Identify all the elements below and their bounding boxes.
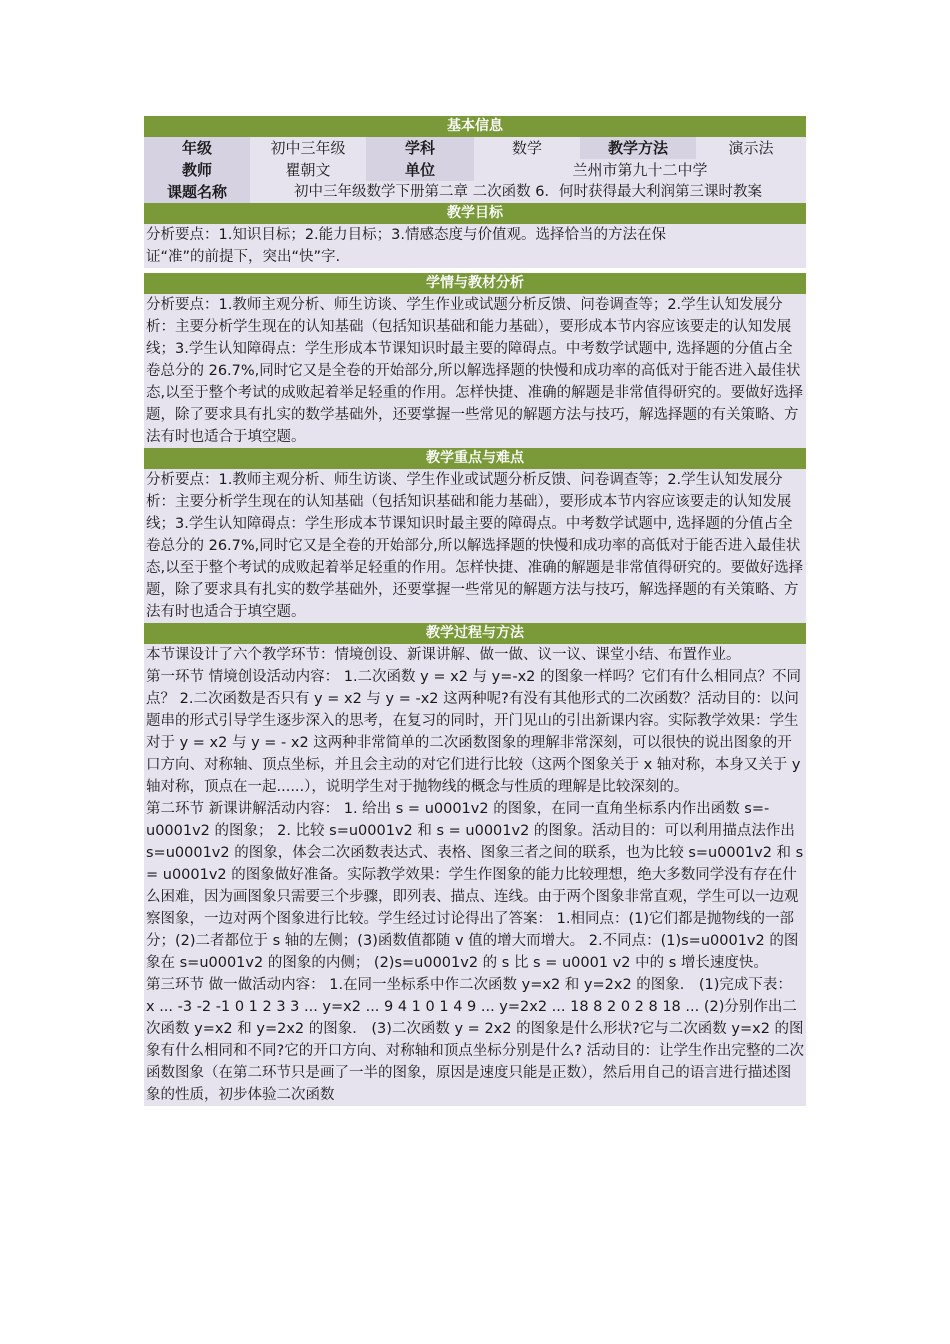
basic-info-row-3 bbox=[144, 181, 806, 203]
subject-value: 数学 bbox=[511, 139, 542, 157]
method-label: 教学方法 bbox=[580, 137, 696, 159]
analysis-paragraph: 分析要点：1.教师主观分析、师生访谈、学生作业或试题分析反馈、问卷调查等；2.学生认知发展分析：主要分析学生现在的认知基础（包括知识基础和能力基础），要形成本节内容应该要走的认知发展线；3.学生认知障碍点：学生形成本节课知识时最主要的障碍点。中考数学试题中, 选择题的分值占全卷总分的 26.7%,同时它又是全卷的开始部分,所以解选择题的快慢和成功率的高低对于能否进入最佳状态,以至于整个考试的成败起着举足轻重的作用。怎样快捷、准确的解题是非常值得研究的。要做好选择题，除了要求具有扎实的数学基础外，还要掌握一些常见的解题方法与技巧，解选择题的有关策略、方法有时也适合于填空题。 bbox=[146, 297, 804, 445]
process-paragraph-2: 第一环节 情境创设活动内容： 1.二次函数 y = x2 与 y=-x2 的图象一样吗？它们有什么相同点？不同点？ 2.二次函数是否只有 y = x2 与 y = -x2 这两种呢?有没有其他形式的二次函数？活动目的：以问题串的形式引导学生逐步深入的思考，在复习的同时，开门见山的引出新课内容。实际教学效果：学生对于 y = x2 与 y = - x2 这两种非常简单的二次函数图象的理解非常深刻，可以很快的说出图象的开口方向、对称轴、顶点坐标，并且会主动的对它们进行比较（这两个图象关于 x 轴对称，本身又关于 y 轴对称，顶点在一起......），说明学生对于抛物线的概念与性质的理解是比较深刻的。 bbox=[146, 669, 802, 795]
basic-info-row-1 bbox=[144, 137, 806, 159]
keypoints-paragraph: 分析要点：1.教师主观分析、师生访谈、学生作业或试题分析反馈、问卷调查等；2.学生认知发展分析：主要分析学生现在的认知基础（包括知识基础和能力基础），要形成本节内容应该要走的认知发展线；3.学生认知障碍点：学生形成本节课知识时最主要的障碍点。中考数学试题中, 选择题的分值占全卷总分的 26.7%,同时它又是全卷的开始部分,所以解选择题的快慢和成功率的高低对于能否进入最佳状态,以至于整个考试的成败起着举足轻重的作用。怎样快捷、准确的解题是非常值得研究的。要做好选择题，除了要求具有扎实的数学基础外，还要掌握一些常见的解题方法与技巧，解选择题的有关策略、方法有时也适合于填空题。 bbox=[146, 472, 804, 620]
keypoints-header: 教学重点与难点 bbox=[144, 448, 806, 469]
lesson-title-label: 课题名称 bbox=[144, 181, 250, 203]
process-header: 教学过程与方法 bbox=[144, 623, 806, 644]
analysis-text bbox=[144, 294, 806, 448]
method-value: 演示法 bbox=[728, 139, 774, 157]
objectives-text bbox=[144, 224, 806, 268]
process-paragraph-4: 第三环节 做一做活动内容： 1.在同一坐标系中作二次函数 y=x2 和 y=2x2 的图象． (1)完成下表： x ... -3 -2 -1 0 1 2 3 3 ... y=x2 ... 9 4 1 0 1 4 9 ... y=2x2 ... 18 8 2 0 2 8 18 ... (2)分别作出二次函数 y=x2 和 y=2x2 的图象． (3)二次函数 y = 2x2 的图象是什么形状?它与二次函数 y=x2 的图象有什么相同和不同?它的开口方向、对称轴和顶点坐标分别是什么? 活动目的：让学生作出完整的二次函数图象（在第二环节只是画了一半的图象，原因是速度只能是正数），然后用自己的语言进行描述图象的性质，初步体验二次函数 bbox=[146, 977, 804, 1103]
unit-label: 单位 bbox=[366, 159, 474, 181]
keypoints-text bbox=[144, 469, 806, 623]
objectives-line-2: 证“准”的前提下，突出“快”字. bbox=[146, 249, 341, 265]
teacher-value: 瞿朝文 bbox=[285, 161, 331, 179]
process-paragraph-3: 第二环节 新课讲解活动内容： 1. 给出 s = u0001v2 的图象，在同一直角坐标系内作出函数 s=-u0001v2 的图象； 2. 比较 s=u0001v2 和 s = u0001v2 的图象。活动目的：可以利用描点法作出 s=u0001v2 的图象，体会二次函数表达式、表格、图象三者之间的联系，也为比较 s=u0001v2 和 s = u0001v2 的图象做好准备。实际教学效果：学生作图象的能力比较理想，绝大多数同学没有存在什么困难，因为画图象只需要三个步骤，即列表、描点、连线。由于两个图象非常直观，学生可以一边观察图象，一边对两个图象进行比较。学生经过讨论得出了答案： 1.相同点：(1)它们都是抛物线的一部分；(2)二者都位于 s 轴的左侧；(3)函数值都随 v 值的增大而增大。 2.不同点：(1)s=u0001v2 的图象在 s=u0001v2 的图象的内侧； (2)s=u0001v2 的 s 比 s = u0001 v2 中的 s 增长速度快。 bbox=[146, 801, 804, 971]
lesson-plan-table bbox=[144, 116, 806, 1106]
basic-info-header: 基本信息 bbox=[144, 116, 806, 137]
grade-value: 初中三年级 bbox=[270, 139, 346, 157]
teacher-label: 教师 bbox=[144, 159, 250, 181]
basic-info-row-2 bbox=[144, 159, 806, 181]
analysis-header: 学情与教材分析 bbox=[144, 273, 806, 294]
objectives-line-1: 分析要点：1.知识目标；2.能力目标；3.情感态度与价值观。选择恰当的方法在保 bbox=[146, 227, 667, 243]
subject-label: 学科 bbox=[366, 137, 474, 159]
objectives-header: 教学目标 bbox=[144, 203, 806, 224]
process-text bbox=[144, 644, 806, 1106]
unit-value: 兰州市第九十二中学 bbox=[572, 161, 708, 179]
process-paragraph-1: 本节课设计了六个教学环节：情境创设、新课讲解、做一做、议一议、课堂小结、布置作业。 bbox=[146, 647, 741, 663]
lesson-title-value: 初中三年级数学下册第二章 二次函数 6．何时获得最大利润第三课时教案 bbox=[294, 184, 762, 200]
grade-label: 年级 bbox=[144, 137, 250, 159]
